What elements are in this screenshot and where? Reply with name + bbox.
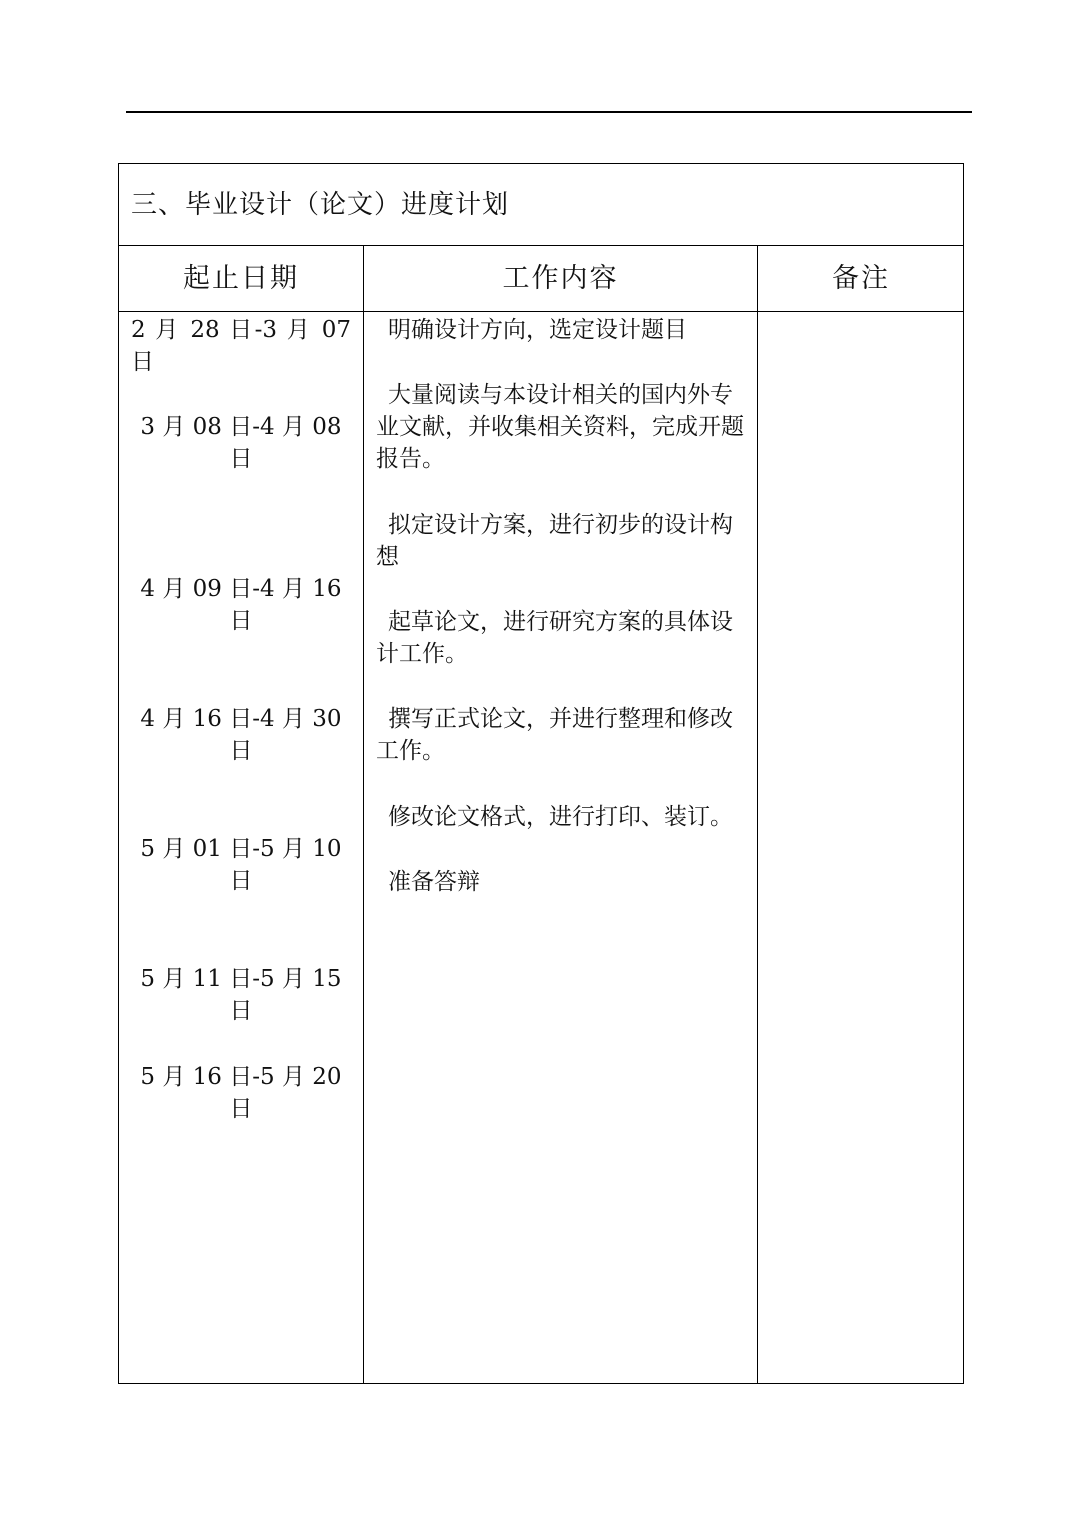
task-item: 准备答辩 (388, 869, 480, 895)
header-remarks: 备注 (832, 263, 890, 294)
date-range-item: 5 月 11 日-5 月 15 日 (140, 966, 342, 1024)
progress-plan-table (118, 163, 964, 1384)
task-item: 修改论文格式，进行打印、装订。 (388, 804, 733, 830)
header-date-range: 起止日期 (183, 263, 299, 294)
date-range-item: 3 月 08 日-4 月 08 日 (140, 414, 342, 472)
table-header-row (119, 246, 963, 312)
task-item: 大量阅读与本设计相关的国内外专业文献，并收集相关资料，完成开题报告。 (376, 382, 744, 472)
date-range-item: 4 月 16 日-4 月 30 日 (140, 706, 342, 764)
task-item: 明确设计方向，选定设计题目 (388, 317, 687, 343)
page-header-rule (126, 111, 972, 113)
section-title: 三、毕业设计（论文）进度计划 (119, 164, 963, 246)
task-item: 起草论文，进行研究方案的具体设计工作。 (376, 609, 733, 667)
task-item: 撰写正式论文，并进行整理和修改工作。 (376, 706, 733, 764)
task-item: 拟定设计方案，进行初步的设计构想 (376, 512, 733, 570)
column-divider-2 (757, 246, 758, 1383)
header-work-content: 工作内容 (502, 263, 619, 294)
date-range-item: 2 月 28 日-3 月 07 日 (131, 317, 351, 375)
date-range-item: 4 月 09 日-4 月 16 日 (140, 576, 342, 634)
date-range-item: 5 月 01 日-5 月 10 日 (140, 836, 342, 894)
date-range-item: 5 月 16 日-5 月 20 日 (140, 1064, 342, 1122)
